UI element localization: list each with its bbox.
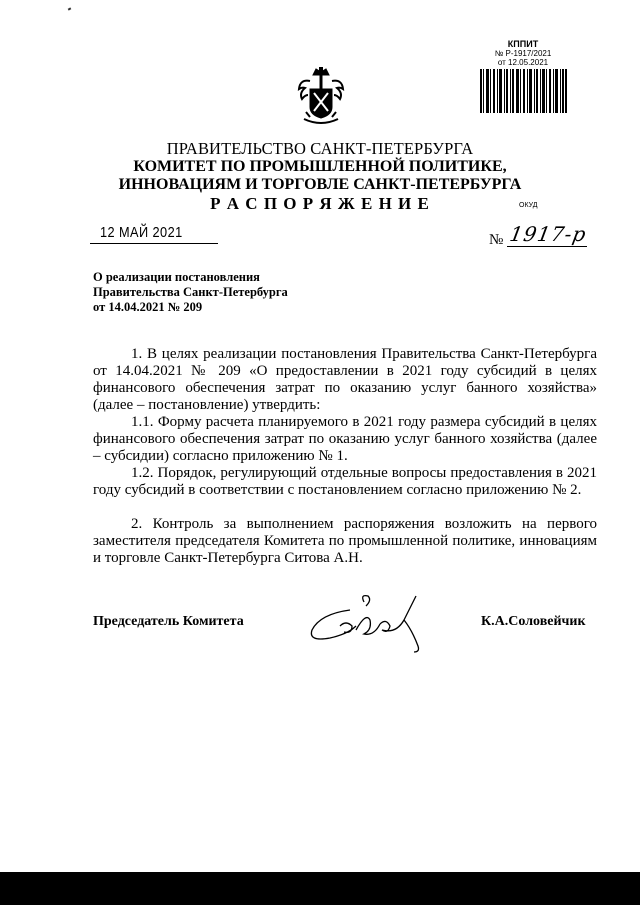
underline-number (507, 246, 587, 247)
subject-line: от 14.04.2021 № 209 (93, 300, 203, 314)
subject-line: Правительства Санкт-Петербурга (93, 285, 288, 299)
coat-of-arms-emblem (296, 67, 346, 127)
barcode-image (478, 69, 568, 113)
registration-stamp (478, 40, 570, 113)
paragraph-1-1: 1.1. Форму расчета планируемого в 2021 году размера субсидий в целях финансового обеспечения затрат по оказанию услуг банного хозяйства (далее – субсидии) согласно приложению № 1. (93, 414, 597, 464)
document-date: 12 МАЙ 2021 (100, 224, 183, 241)
paragraph-1: 1. В целях реализации постановления Правительства Санкт-Петербурга от 14.04.2021 № 209 «О предоставлении в 2021 году субсидий в целях финансового обеспечения затрат по оказанию услуг банного хозяйства» (далее – постановление) утвердить: (93, 346, 597, 413)
underline-date (90, 243, 218, 244)
signer-position: Председатель Комитета (93, 614, 244, 629)
committee-title-line1: КОМИТЕТ ПО ПРОМЫШЛЕННОЙ ПОЛИТИКЕ, (133, 158, 507, 175)
okud-label: ОКУД (519, 202, 538, 209)
stamp-date: от 12.05.2021 (497, 58, 549, 67)
government-title: ПРАВИТЕЛЬСТВО САНКТ-ПЕТЕРБУРГА (166, 139, 474, 158)
paragraph-1-2: 1.2. Порядок, регулирующий отдельные вопросы предоставления в 2021 году субсидий в соответствии с постановлением согласно приложению № 2. (93, 465, 597, 498)
paragraph-2: 2. Контроль за выполнением распоряжения возложить на первого заместителя председателя Комитета по промышленной политике, инновациям и торговле Санкт-Петербурга Ситова А.Н. (93, 516, 597, 566)
subject-line: О реализации постановления (93, 270, 260, 284)
scan-mark (68, 7, 72, 10)
committee-title-line2: ИННОВАЦИЯМ И ТОРГОВЛЕ САНКТ-ПЕТЕРБУРГА (118, 176, 522, 193)
handwritten-signature (300, 590, 440, 660)
signer-name: К.А.Соловейчик (481, 614, 586, 629)
document-number-handwritten: 1917-р (507, 222, 589, 246)
document-type-title: Р А С П О Р Я Ж Е Н И Е (210, 194, 430, 213)
document-number-prefix: № (489, 232, 504, 248)
stamp-number: № Р-1917/2021 (494, 49, 552, 58)
subject-block (93, 270, 288, 315)
scan-border-bottom (0, 872, 640, 905)
stamp-title: КППИТ (507, 39, 539, 49)
